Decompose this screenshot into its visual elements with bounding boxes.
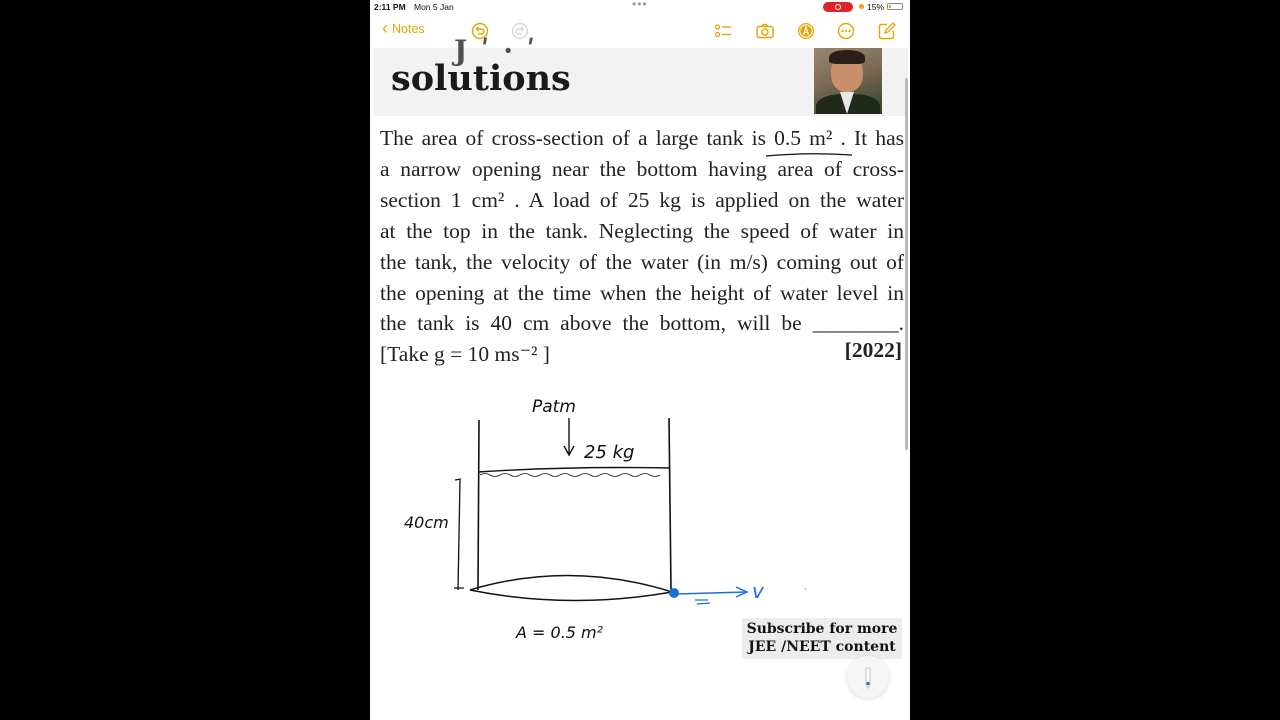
multitask-dots-icon[interactable]: ••• — [632, 0, 648, 11]
back-button-label: Notes — [392, 22, 425, 36]
more-options-icon[interactable] — [837, 22, 855, 40]
notes-toolbar — [370, 14, 910, 48]
patm-label: Patm — [532, 397, 576, 417]
screen-record-icon[interactable] — [823, 2, 853, 12]
webcam-overlay — [814, 48, 882, 114]
exam-year: [2022] — [844, 338, 902, 362]
cropped-header-text: J ʹ · ʹ — [454, 34, 538, 67]
chevron-left-icon: ‹ — [382, 18, 388, 38]
battery-percent: 15% — [867, 2, 885, 12]
jet-stream — [695, 600, 710, 604]
status-time: 2:11 PM — [374, 2, 406, 12]
underline-annotation — [764, 152, 854, 158]
status-bar — [370, 0, 910, 14]
water-ripple — [480, 474, 660, 477]
velocity-arrow — [676, 592, 746, 594]
back-to-notes-button[interactable] — [382, 18, 425, 38]
area-label: A = 0.5 m² — [516, 623, 604, 642]
question-line: at the top in the tank. Neglecting the speed of water in — [380, 219, 904, 243]
height-marker — [458, 480, 460, 590]
pencil-icon — [847, 656, 889, 698]
tank-bottom — [470, 575, 672, 600]
webcam-hair — [829, 50, 865, 64]
question-line: The area of cross-section of a large tank is 0.5 m² . It has — [380, 126, 904, 150]
camera-icon[interactable] — [756, 22, 774, 40]
question-line: section 1 cm² . A load of 25 kg is applied on the water — [380, 188, 904, 212]
question-line: a narrow opening near the bottom having area of cross- — [380, 157, 904, 181]
water-surface — [478, 468, 670, 473]
height-label: 40cm — [404, 513, 449, 532]
checklist-icon[interactable] — [714, 22, 732, 40]
tank-right-wall — [669, 418, 671, 590]
stray-dot: · — [804, 585, 807, 594]
question-line: the opening at the time when the height of water level in — [380, 281, 904, 305]
battery-low-indicator-icon — [859, 4, 864, 9]
question-line: [Take g = 10 ms⁻² ] — [380, 342, 550, 366]
velocity-label: v — [752, 579, 764, 603]
vertical-scrollbar[interactable] — [905, 78, 908, 450]
battery-icon — [887, 3, 903, 10]
tank-left-wall — [478, 420, 479, 590]
status-date: Mon 5 Jan — [414, 2, 454, 12]
question-line: the tank is 40 cm above the bottom, will be ________. — [380, 311, 904, 335]
pencil-tool-button[interactable] — [847, 656, 889, 698]
outlet-hole — [669, 588, 679, 598]
page-title: solutions — [391, 58, 571, 99]
load-label: 25 kg — [584, 442, 635, 463]
markup-pen-icon[interactable] — [797, 22, 815, 40]
ipad-screen — [370, 0, 910, 720]
subscribe-banner — [742, 618, 902, 659]
subscribe-line-2: JEE /NEET content — [748, 639, 896, 655]
question-line: the tank, the velocity of the water (in m/s) coming out of — [380, 250, 904, 274]
compose-note-icon[interactable] — [878, 22, 896, 40]
subscribe-line-1: Subscribe for more — [746, 621, 898, 637]
height-marker-top — [455, 479, 461, 480]
